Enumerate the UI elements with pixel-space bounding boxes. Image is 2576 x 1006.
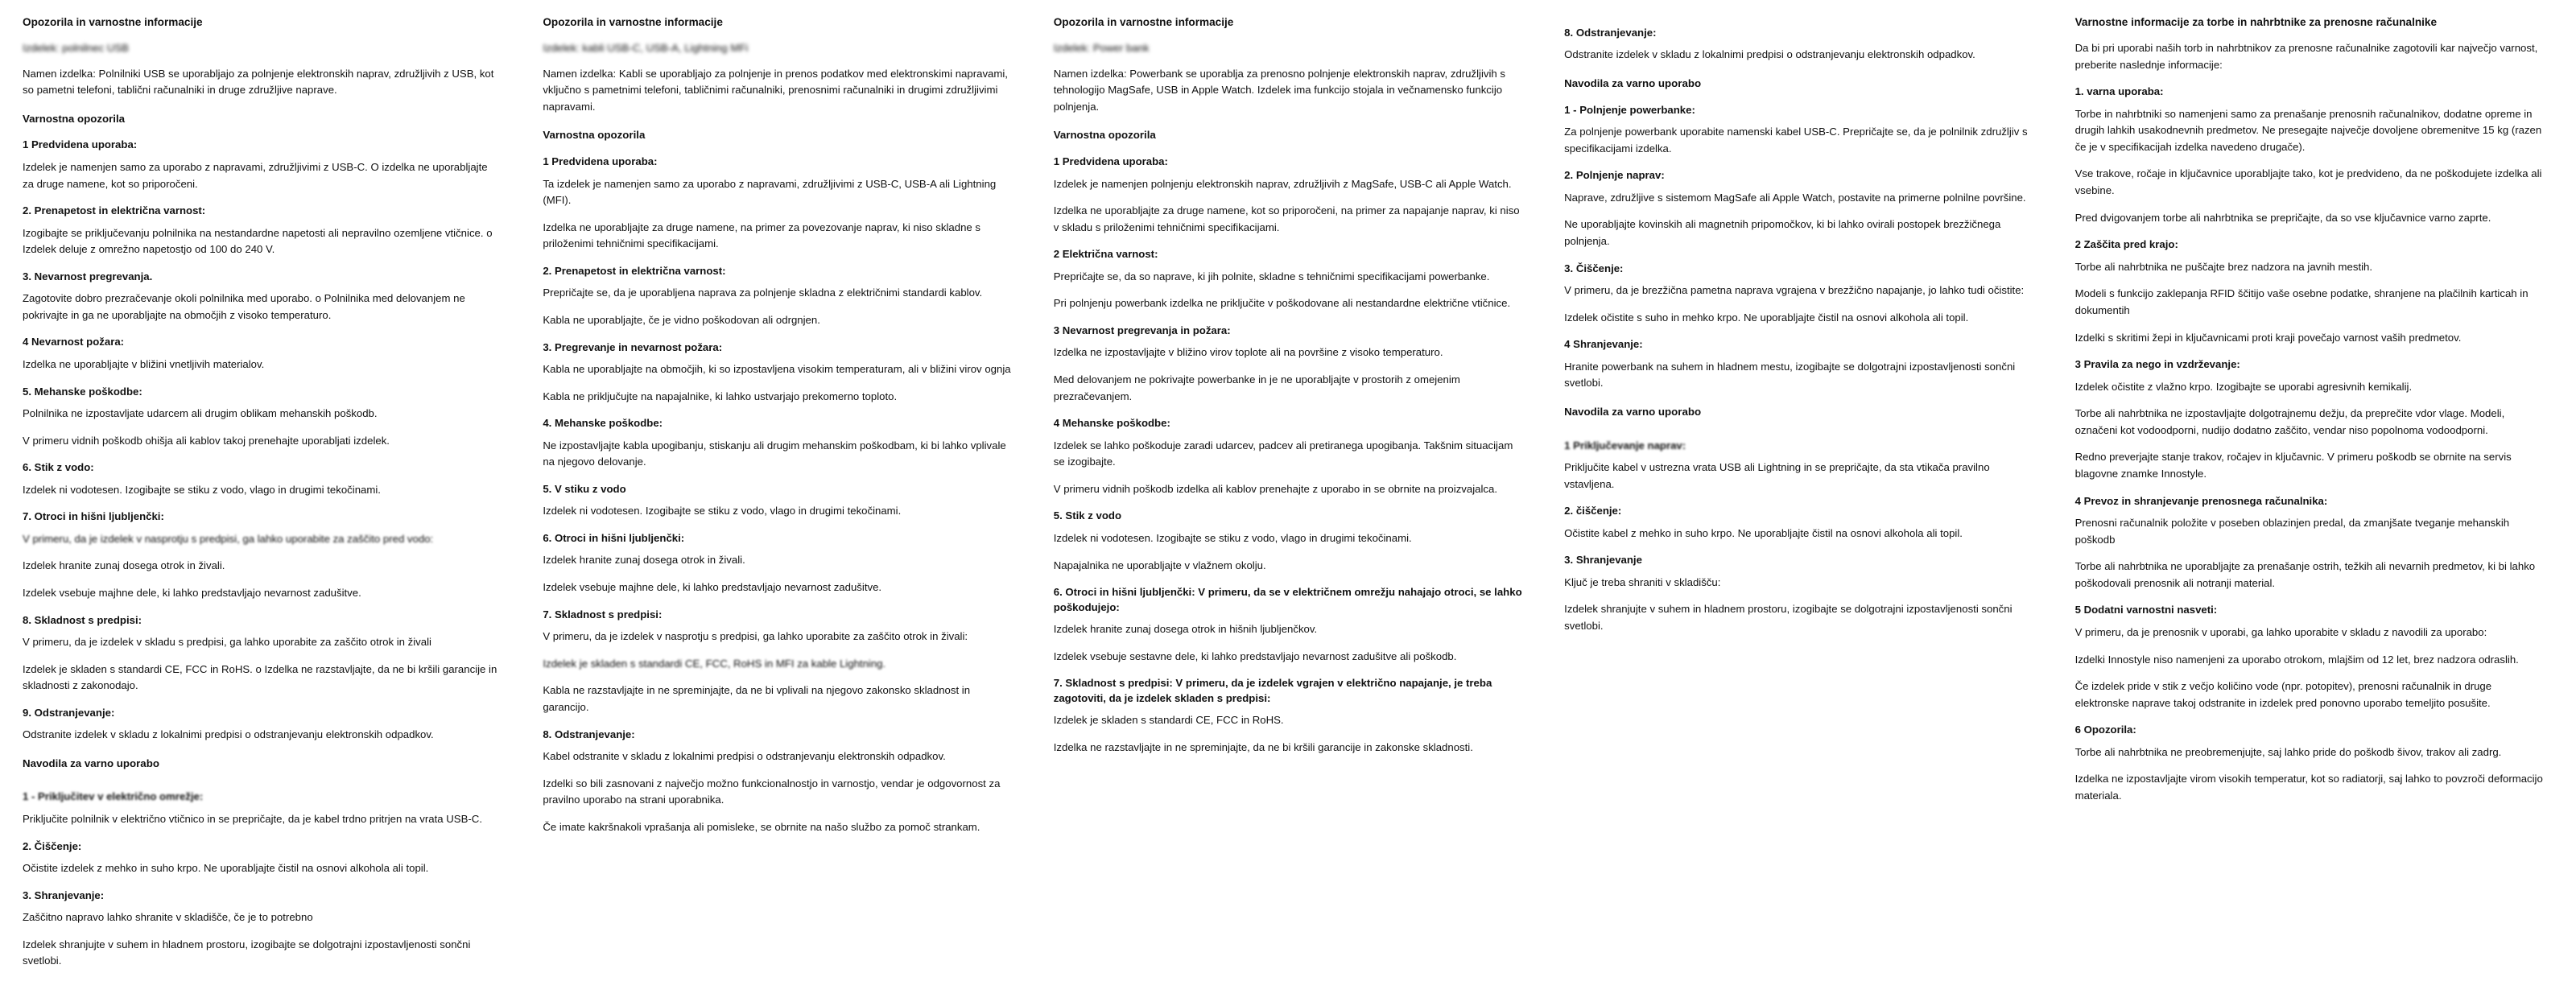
paragraph: Izdelek hranite zunaj dosega otrok in hišnih ljubljenčkov. (1053, 623, 1318, 636)
subsection-heading: 2 Električna varnost: (1053, 248, 1158, 261)
section-title: Varnostne informacije za torbe in nahrbtnike za prenosne računalnike (2074, 16, 2438, 28)
paragraph: Izdelek je skladen s standardi CE, FCC in RoHS. o Izdelka ne razstavljajte, da ne bi kršili garancije in skladnosti z zakonodajo. (23, 662, 497, 692)
section-title: Opozorila in varnostne informacije (23, 16, 203, 28)
paragraph: Izdelka ne razstavljajte in ne spreminjajte, da ne bi kršili garancije in zakonske skladnosti. (1053, 740, 1473, 753)
paragraph: Vse trakove, ročaje in ključavnice uporabljajte tako, kot je predvideno, da ne poškodujete izdelka ali vsebine. (2074, 167, 2542, 197)
paragraph: Modeli s funkcijo zaklepanja RFID ščitijo vaše osebne podatke, shranjene na plačilnih karticah in dokumentih (2074, 287, 2529, 316)
paragraph: V primeru, da je izdelek v nasprotju s predpisi, ga lahko uporabite za zaščito pred vodo: (23, 532, 434, 545)
subsection-heading: 1. varna uporaba: (2074, 85, 2164, 98)
paragraph: Izogibajte se priključevanju polnilnika na nestandardne napetosti ali nepravilno ozemljene vtičnice. o Izdelek deluje z omrežno napetostjo od 100 do 240 V. (23, 226, 493, 256)
product-lead-text: Izdelek: Power bank (1053, 42, 1150, 55)
paragraph: Izdelek hranite zunaj dosega otrok in živali. (543, 554, 745, 567)
paragraph: Izdelek je skladen s standardi CE, FCC, RoHS in MFI za kable Lightning. (543, 657, 886, 670)
paragraph: Odstranite izdelek v skladu z lokalnimi predpisi o odstranjevanju elektronskih odpadkov. (1564, 48, 1975, 61)
paragraph: Kabla ne priključujte na napajalnike, ki lahko ustvarjajo prekomerno toploto. (543, 390, 898, 402)
paragraph: Kabla ne razstavljajte in ne spreminjajte, da ne bi vplivali na njegovo zakonsko skladnost in garancijo. (543, 684, 971, 713)
paragraph: Hranite powerbank na suhem in hladnem mestu, izogibajte se dolgotrajni izpostavljenosti sončni svetlobi. (1564, 360, 2016, 390)
subsection-heading: 5. Stik z vodo (1053, 509, 1122, 522)
subsection-heading: 6. Otroci in hišni ljubljenčki: (543, 531, 685, 544)
paragraph: V primeru, da je izdelek v skladu s predpisi, ga lahko uporabite za zaščito otrok in živali (23, 636, 431, 649)
subsection-heading: 2. čiščenje: (1564, 505, 1622, 517)
subsection-heading: 1 Predvidena uporaba: (543, 155, 658, 168)
subsection-heading: 6. Otroci in hišni ljubljenčki: V primeru, da se v električnem omrežju nahajajo otroci, se lahko poškodujejo: (1053, 586, 1522, 613)
paragraph: Ključ je treba shraniti v skladišču: (1564, 575, 1721, 588)
paragraph: Očistite kabel z mehko in suho krpo. Ne uporabljajte čistil na osnovi alkohola ali topil. (1564, 526, 1963, 539)
paragraph: Izdelek vsebuje majhne dele, ki lahko predstavljajo nevarnost zadušitve. (543, 581, 882, 594)
subsection-heading: 2. Čiščenje: (23, 839, 82, 852)
subsection-heading: 7. Skladnost s predpisi: (543, 608, 663, 621)
paragraph: Izdelek hranite zunaj dosega otrok in živali. (23, 559, 225, 572)
paragraph: Da bi pri uporabi naših torb in nahrbtnikov za prenosne računalnike zagotovili kar največjo varnost, preberite naslednje informacije: (2074, 42, 2538, 71)
paragraph: Ne izpostavljajte kabla upogibanju, stiskanju ali drugim mehanskim poškodbam, ki bi lahko vplivale na njegovo delovanje. (543, 439, 1006, 468)
subsection-heading: 3 Pravila za nego in vzdrževanje: (2074, 358, 2240, 371)
column-5 (2054, 14, 2565, 1006)
subsection-heading: 1 Predvidena uporaba: (23, 138, 138, 151)
paragraph: Kabel odstranite v skladu z lokalnimi predpisi o odstranjevanju elektronskih odpadkov. (543, 749, 946, 762)
paragraph: Izdelka ne izpostavljajte v bližino virov toplote ali na površine z visoko temperaturo. (1053, 346, 1443, 359)
section-heading: Navodila za varno uporabo (23, 757, 159, 769)
subsection-heading: 7. Otroci in hišni ljubljenčki: (23, 510, 164, 523)
subsection-heading: 4 Shranjevanje: (1564, 338, 1643, 351)
paragraph: Priključite kabel v ustrezna vrata USB ali Lightning in se prepričajte, da sta vtikača pravilno vstavljena. (1564, 461, 1990, 490)
paragraph: Izdelek ni vodotesen. Izogibajte se stiku z vodo, vlago in drugimi tekočinami. (23, 483, 381, 496)
paragraph: Izdelek vsebuje sestavne dele, ki lahko predstavljajo nevarnost zadušitve ali poškodb. (1053, 649, 1457, 662)
subsection-heading: 1 Predvidena uporaba: (1053, 155, 1168, 168)
paragraph: Ta izdelek je namenjen samo za uporabo z napravami, združljivimi z USB-C, USB-A ali Lightning (MFI). (543, 177, 997, 207)
subsection-heading: 8. Skladnost s predpisi: (23, 613, 142, 626)
column-1 (11, 14, 522, 1006)
paragraph: Izdelek je namenjen polnjenju elektronskih naprav, združljivih z MagSafe, USB-C ali Apple Watch. (1053, 177, 1512, 190)
paragraph: Izdelka ne uporabljajte v bližini vnetljivih materialov. (23, 357, 265, 370)
paragraph: Namen izdelka: Polnilniki USB se uporabljajo za polnjenje elektronskih naprav, združljivih z USB, kot so pametni telefoni, tablični računalniki in druge združljive naprave. (23, 67, 494, 97)
section-heading: Varnostna opozorila (23, 112, 126, 125)
paragraph: Izdelek shranjujte v suhem in hladnem prostoru, izogibajte se dolgotrajni izpostavljenosti sončni svetlobi. (23, 938, 471, 967)
paragraph: V primeru vidnih poškodb ohišja ali kablov takoj prenehajte uporabljati izdelek. (23, 434, 390, 447)
paragraph: V primeru, da je izdelek v nasprotju s predpisi, ga lahko uporabite za zaščito otrok in živali: (543, 630, 968, 643)
paragraph: Torbe in nahrbtniki so namenjeni samo za prenašanje prenosnih računalnikov, dodatne opreme in drugih lahkih usakodnevnih predmetov. Ne presegajte največje dovoljene obremenitve 15 kg (razen če je v specifikacijah izdelka navedeno drugače). (2074, 107, 2542, 153)
paragraph: V primeru, da je prenosnik v uporabi, ga lahko uporabite v skladu z navodili za uporabo: (2074, 625, 2487, 638)
paragraph: Očistite izdelek z mehko in suho krpo. Ne uporabljajte čistil na osnovi alkohola ali topil. (23, 862, 429, 875)
product-lead-text: Izdelek: polnilnec USB (23, 42, 129, 55)
paragraph: Izdelek je namenjen samo za uporabo z napravami, združljivimi z USB-C. O izdelka ne uporabljajte za druge namene, kot so priporočeni. (23, 160, 488, 190)
paragraph: Za polnjenje powerbank uporabite namenski kabel USB-C. Prepričajte se, da je polnilnik združljiv s specifikacijami izdelka. (1564, 126, 2028, 155)
paragraph: Zagotovite dobro prezračevanje okoli polnilnika med uporabo. o Polnilnika med delovanjem ne pokrivajte in ga ne uporabljajte na območjih z visoko temperaturo. (23, 292, 465, 321)
paragraph: Polnilnika ne izpostavljate udarcem ali drugim oblikam mehanskih poškodb. (23, 407, 378, 419)
paragraph: Pri polnjenju powerbank izdelka ne priključite v poškodovane ali nestandardne električne vtičnice. (1053, 297, 1511, 310)
section-heading: Navodila za varno uporabo (1564, 77, 1702, 90)
paragraph: Izdelek se lahko poškoduje zaradi udarcev, padcev ali pretiranega upogibanja. Takšnim situacijam se izogibajte. (1053, 439, 1513, 468)
subsection-heading: 4 Prevoz in shranjevanje prenosnega računalnika: (2074, 494, 2328, 507)
paragraph: Redno preverjajte stanje trakov, ročajev in ključavnic. V primeru poškodb se obrnite na servis blagovne znamke Innostyle. (2074, 451, 2512, 480)
subsection-heading: 2 Zaščita pred krajo: (2074, 238, 2178, 251)
product-lead (543, 40, 1011, 57)
subsection-heading: 2. Prenapetost in električna varnost: (23, 204, 206, 217)
paragraph: Izdelek je skladen s standardi CE, FCC in RoHS. (1053, 714, 1284, 727)
subsection-heading: 8. Odstranjevanje: (1564, 27, 1657, 39)
subsection-heading: 3. Shranjevanje: (23, 888, 105, 901)
paragraph: Izdelek ni vodotesen. Izogibajte se stiku z vodo, vlago in drugimi tekočinami. (543, 505, 902, 517)
paragraph: Izdelki so bili zasnovani z največjo možno funkcionalnostjo in varnostjo, vendar je odgovornost za pravilno uporabo na strani uporabnika. (543, 777, 1001, 806)
subsection-heading: 3 Nevarnost pregrevanja in požara: (1053, 324, 1231, 336)
paragraph: Torbe ali nahrbtnika ne puščajte brez nadzora na javnih mestih. (2074, 260, 2373, 273)
paragraph: V primeru vidnih poškodb izdelka ali kablov prenehajte z uporabo in se obrnite na proizvajalca. (1053, 482, 1498, 495)
paragraph: Kabla ne uporabljajte na območjih, ki so izpostavljena visokim temperaturam, ali v bližini virov ognja (543, 363, 1011, 376)
paragraph: Med delovanjem ne pokrivajte powerbanke in je ne uporabljajte v prostorih z omejenim prezračevanjem. (1053, 373, 1460, 402)
subsection-heading: 2. Polnjenje naprav: (1564, 169, 1665, 182)
subsection-heading: 3. Pregrevanje in nevarnost požara: (543, 340, 723, 353)
paragraph: Izdelki s skritimi žepi in ključavnicami proti kraji povečajo varnost vaših predmetov. (2074, 331, 2462, 344)
subsection-heading: 1 - Polnjenje powerbanke: (1564, 103, 1695, 116)
paragraph: Prepričajte se, da je uporabljena naprava za polnjenje skladna z električnimi standardi kablov. (543, 287, 983, 299)
paragraph: Ne uporabljajte kovinskih ali magnetnih pripomočkov, ki bi lahko ovirali postopek brezžičnega polnjenja. (1564, 218, 2001, 248)
paragraph: Izdelka ne uporabljajte za druge namene, kot so priporočeni, na primer za napajanje naprav, ki niso v skladu s priloženimi tehničnimi specifikacijami. (1053, 204, 1520, 233)
paragraph: Prepričajte se, da so naprave, ki jih polnite, skladne s tehničnimi specifikacijami powerbanke. (1053, 270, 1490, 282)
paragraph: Torbe ali nahrbtnika ne preobremenjujte, saj lahko pride do poškodb šivov, trakov ali zadrg. (2074, 745, 2502, 758)
subsection-heading: 3. Shranjevanje (1564, 554, 1642, 567)
subsection-heading: 7. Skladnost s predpisi: V primeru, da je izdelek vgrajen v električno napajanje, je treba zagotoviti, da je izdelek skladen s predpisi: (1053, 677, 1492, 704)
paragraph: V primeru, da je brezžična pametna naprava vgrajena v brezžično napajanje, jo lahko tudi očistite: (1564, 284, 2025, 297)
paragraph: Prenosni računalnik položite v poseben oblazinjen predal, da zmanjšate tveganje mehanskih poškodb (2074, 517, 2510, 546)
paragraph: Izdelek vsebuje majhne dele, ki lahko predstavljajo nevarnost zadušitve. (23, 586, 361, 599)
section-heading: Navodila za varno uporabo (1564, 405, 1702, 418)
subsection-heading: 4 Nevarnost požara: (23, 336, 125, 348)
column-2 (522, 14, 1032, 1006)
section-heading: Varnostna opozorila (1053, 129, 1156, 142)
subsection-heading: 3. Čiščenje: (1564, 262, 1624, 274)
product-lead (23, 40, 501, 57)
subsection-heading: 6 Opozorila: (2074, 724, 2136, 736)
paragraph: Zaščitno napravo lahko shranite v skladišče, če je to potrebno (23, 911, 313, 924)
subsection-heading: 4 Mehanske poškodbe: (1053, 417, 1170, 430)
paragraph: Izdelek shranjujte v suhem in hladnem prostoru, izogibajte se dolgotrajni izpostavljenosti sončni svetlobi. (1564, 603, 2013, 632)
column-4 (1543, 14, 2054, 1006)
subsection-heading: 4. Mehanske poškodbe: (543, 417, 663, 430)
paragraph: Priključite polnilnik v električno vtičnico in se prepričajte, da je kabel trdno pritrjen na vrata USB-C. (23, 812, 482, 825)
paragraph: Torbe ali nahrbtnika ne uporabljajte za prenašanje ostrih, težkih ali nevarnih predmetov, ki bi lahko poškodovali prenosnik ali notranji material. (2074, 560, 2536, 589)
subsection-heading: 6. Stik z vodo: (23, 461, 94, 474)
column-3 (1033, 14, 1543, 1006)
section-title: Opozorila in varnostne informacije (543, 16, 723, 28)
subsection-heading: 5. V stiku z vodo (543, 482, 626, 495)
paragraph: Namen izdelka: Powerbank se uporablja za prenosno polnjenje elektronskih naprav, združljivih s tehnologijo MagSafe, USB in Apple Watch. Izdelek ima funkcijo stojala in večnamensko funkcijo polnjenja. (1053, 67, 1506, 113)
paragraph: Če izdelek pride v stik z večjo količino vode (npr. potopitev), prenosni računalnik in druge elektronske naprave takoj odstranite in izdelek pred ponovno uporabo temeljito posušite. (2074, 680, 2492, 709)
paragraph: Izdelka ne izpostavljajte virom visokih temperatur, kot so radiatorji, saj lahko to povzroči deformacijo materiala. (2074, 773, 2543, 802)
paragraph: Izdelek ni vodotesen. Izogibajte se stiku z vodo, vlago in drugimi tekočinami. (1053, 531, 1412, 544)
subsection-heading: 9. Odstranjevanje: (23, 706, 115, 719)
paragraph: Če imate kakršnakoli vprašanja ali pomisleke, se obrnite na našo službo za pomoč strankam. (543, 820, 980, 833)
paragraph: Kabla ne uporabljajte, če je vidno poškodovan ali odrgnjen. (543, 313, 820, 326)
paragraph: Torbe ali nahrbtnika ne izpostavljajte dolgotrajnemu dežju, da preprečite vdor vlage. Modeli, označeni kot vodoodporni, nudijo dodatno zaščito, vendar niso popolnoma vodoodporni. (2074, 407, 2505, 436)
paragraph: Izdelki Innostyle niso namenjeni za uporabo otrokom, mlajšim od 12 let, brez nadzora odraslih. (2074, 653, 2519, 666)
subsection-heading: 1 Priključevanje naprav: (1564, 439, 1686, 451)
subsection-heading: 8. Odstranjevanje: (543, 728, 635, 740)
product-lead-text: Izdelek: kabli USB-C, USB-A, Lightning MFi (543, 42, 749, 55)
subsection-heading: 2. Prenapetost in električna varnost: (543, 264, 726, 277)
subsection-heading: 5 Dodatni varnostni nasveti: (2074, 604, 2218, 616)
product-lead (1054, 40, 1522, 57)
paragraph: Izdelka ne uporabljajte za druge namene, na primer za povezovanje naprav, ki niso skladne s priloženimi tehničnimi specifikacijami. (543, 221, 981, 250)
paragraph: Napajalnika ne uporabljajte v vlažnem okolju. (1053, 559, 1266, 571)
subsection-heading: 1 - Priključitev v električno omrežje: (23, 790, 204, 803)
paragraph: Izdelek očistite z vlažno krpo. Izogibajte se uporabi agresivnih kemikalij. (2074, 380, 2413, 393)
paragraph: Naprave, združljive s sistemom MagSafe ali Apple Watch, postavite na primerne polnilne površine. (1564, 191, 2026, 204)
paragraph: Odstranite izdelek v skladu z lokalnimi predpisi o odstranjevanju elektronskih odpadkov. (23, 728, 434, 741)
subsection-heading: 5. Mehanske poškodbe: (23, 385, 142, 398)
paragraph: Pred dvigovanjem torbe ali nahrbtnika se prepričajte, da so vse ključavnice varno zaprte. (2074, 211, 2491, 224)
paragraph: Izdelek očistite s suho in mehko krpo. Ne uporabljajte čistil na osnovi alkohola ali topil. (1564, 311, 1969, 324)
section-heading: Varnostna opozorila (543, 129, 646, 142)
subsection-heading: 3. Nevarnost pregrevanja. (23, 270, 153, 282)
section-title: Opozorila in varnostne informacije (1053, 16, 1234, 28)
paragraph: Namen izdelka: Kabli se uporabljajo za polnjenje in prenos podatkov med elektronskimi napravami, vključno s pametnimi telefoni, tabličnimi računalniki, prenosnimi računalniki in drugimi združljivimi napravami. (543, 67, 1008, 113)
